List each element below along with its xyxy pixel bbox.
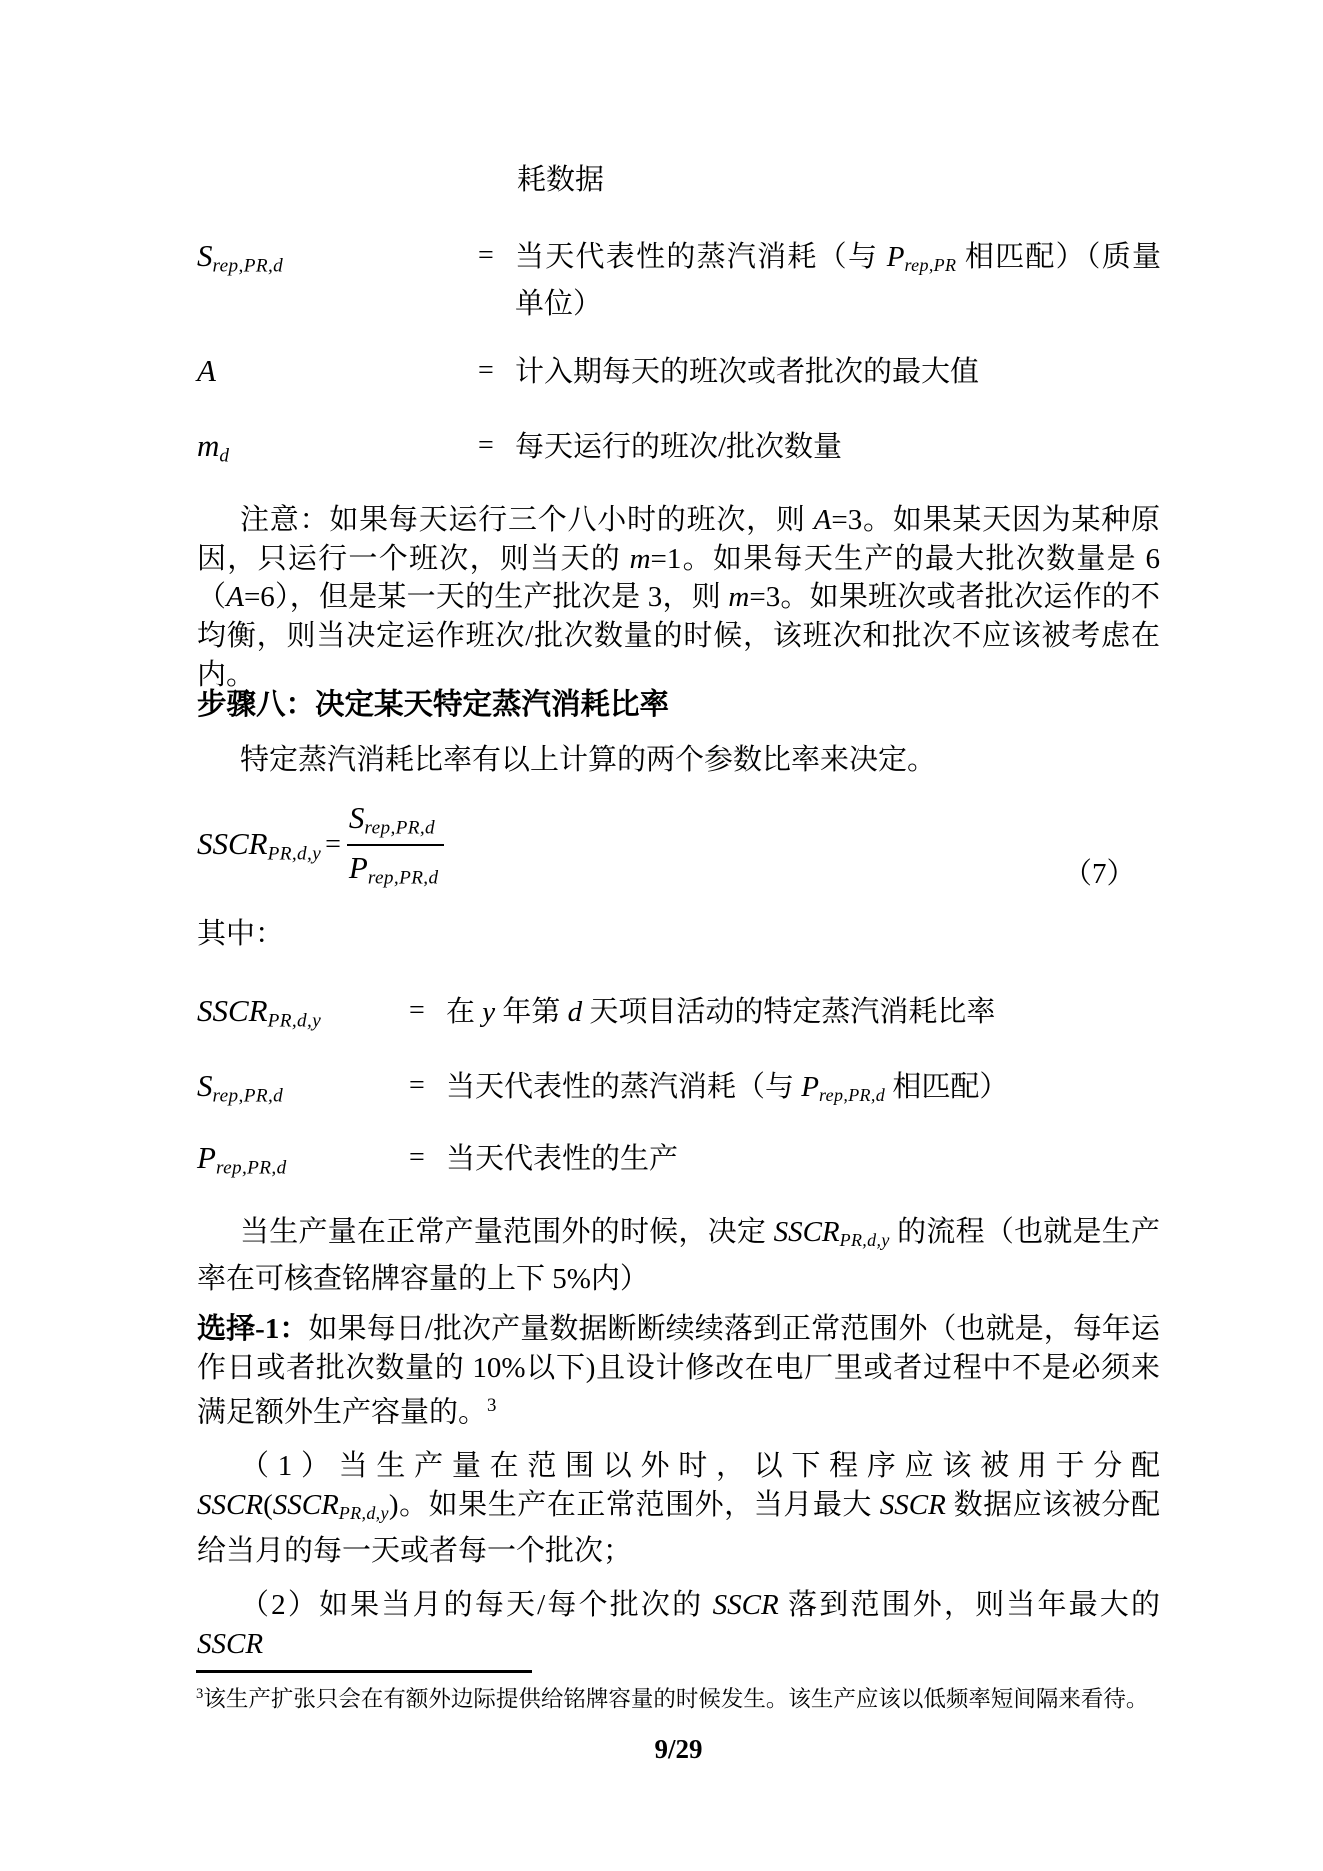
definition-row-sscr (197, 993, 1160, 1033)
fraction-numerator: Srep,PR,d (348, 800, 436, 839)
definition-description: 计入期每天的班次或者批次的最大值 (515, 356, 980, 388)
footnote-text: $^3$该生产扩张只会在有额外边际提供给铭牌容量的时候发生。该生产应该以低频率短间隔来看待。 (196, 1686, 1149, 1712)
fraction-denominator: Prep,PR,d (347, 844, 445, 894)
symbol-a: A (197, 353, 216, 388)
equals-sign: = (478, 430, 494, 461)
item1-paragraph: （1）当生产量在范围以外时，以下程序应该被用于分配 SSCR(SSCRPR,d,y)。如果生产在正常范围外，当月最大 SSCR 数据应该被分配给当月的每一天或者每一个批次； (197, 1450, 1160, 1568)
symbol-sscr-pr-d-y: SSCRPR,d,y (197, 993, 322, 1032)
where-label: 其中： (197, 918, 285, 950)
definition-description: 当天代表性的蒸汽消耗（与 Prep,PR 相匹配）（质量单位） (515, 241, 1161, 320)
fraction (347, 796, 445, 895)
symbol-p-rep-pr-d: Prep,PR,d (197, 1140, 287, 1179)
page-number: 9/29 (654, 1734, 703, 1764)
equals-sign: = (478, 240, 494, 271)
definition-description: 当天代表性的蒸汽消耗（与 Prep,PR,d 相匹配） (446, 1071, 1009, 1106)
definition-row-s-rep-2 (197, 1068, 1160, 1108)
note-paragraph: 注意：如果每天运行三个八小时的班次，则 A=3。如果某天因为某种原因，只运行一个班次，则当天的 m=1。如果每天生产的最大批次数量是 6（A=6），但是某一天的生产批次是 3，则 m=3。如果班次或者批次运作的不均衡，则当决定运作班次/批次数量的时候，该班次和批次不应该被考虑在内。 (197, 504, 1160, 691)
symbol-s-rep-pr-d: Srep,PR,d (197, 1068, 284, 1107)
definition-row-p-rep (197, 1140, 1160, 1180)
equals-sign: = (325, 829, 341, 861)
definition-description: 在 y 年第 d 天项目活动的特定蒸汽消耗比率 (446, 996, 996, 1028)
outside-range-paragraph: 当生产量在正常产量范围外的时候，决定 SSCRPR,d,y 的流程（也就是生产率在可核查铭牌容量的上下 5%内） (197, 1216, 1160, 1295)
equation-7 (197, 796, 444, 895)
equation-number: （7） (1063, 858, 1136, 890)
symbol-m-d: md (197, 428, 230, 467)
choice1-paragraph: 选择-1：如果每日/批次产量数据断断续续落到正常范围外（也就是，每年运作日或者批次数量的 10%以下)且设计修改在电厂里或者过程中不是必须来满足额外生产容量的。$^3$ (197, 1313, 1160, 1430)
step8-heading: 步骤八：决定某天特定蒸汽消耗比率 (197, 689, 670, 721)
footnote-separator (196, 1670, 532, 1673)
equation-lhs: SSCRPR,d,y (197, 825, 322, 864)
definition-row-s-rep (197, 238, 1161, 320)
equals-sign: = (409, 1070, 425, 1101)
continuation-text: 耗数据 (517, 164, 605, 196)
step8-intro-paragraph: 特定蒸汽消耗比率有以上计算的两个参数比率来决定。 (240, 744, 937, 776)
equals-sign: = (409, 1142, 425, 1173)
definition-description: 当天代表性的生产 (446, 1143, 679, 1175)
definition-row-a (197, 353, 1160, 393)
definition-row-m-d (197, 428, 1160, 468)
symbol-s-rep-pr-d: Srep,PR,d (197, 238, 284, 277)
definition-description: 每天运行的班次/批次数量 (515, 431, 843, 463)
item2-paragraph: （2）如果当月的每天/每个批次的 SSCR 落到范围外，则当年最大的 SSCR (197, 1589, 1160, 1660)
equals-sign: = (409, 995, 425, 1026)
equals-sign: = (478, 355, 494, 386)
